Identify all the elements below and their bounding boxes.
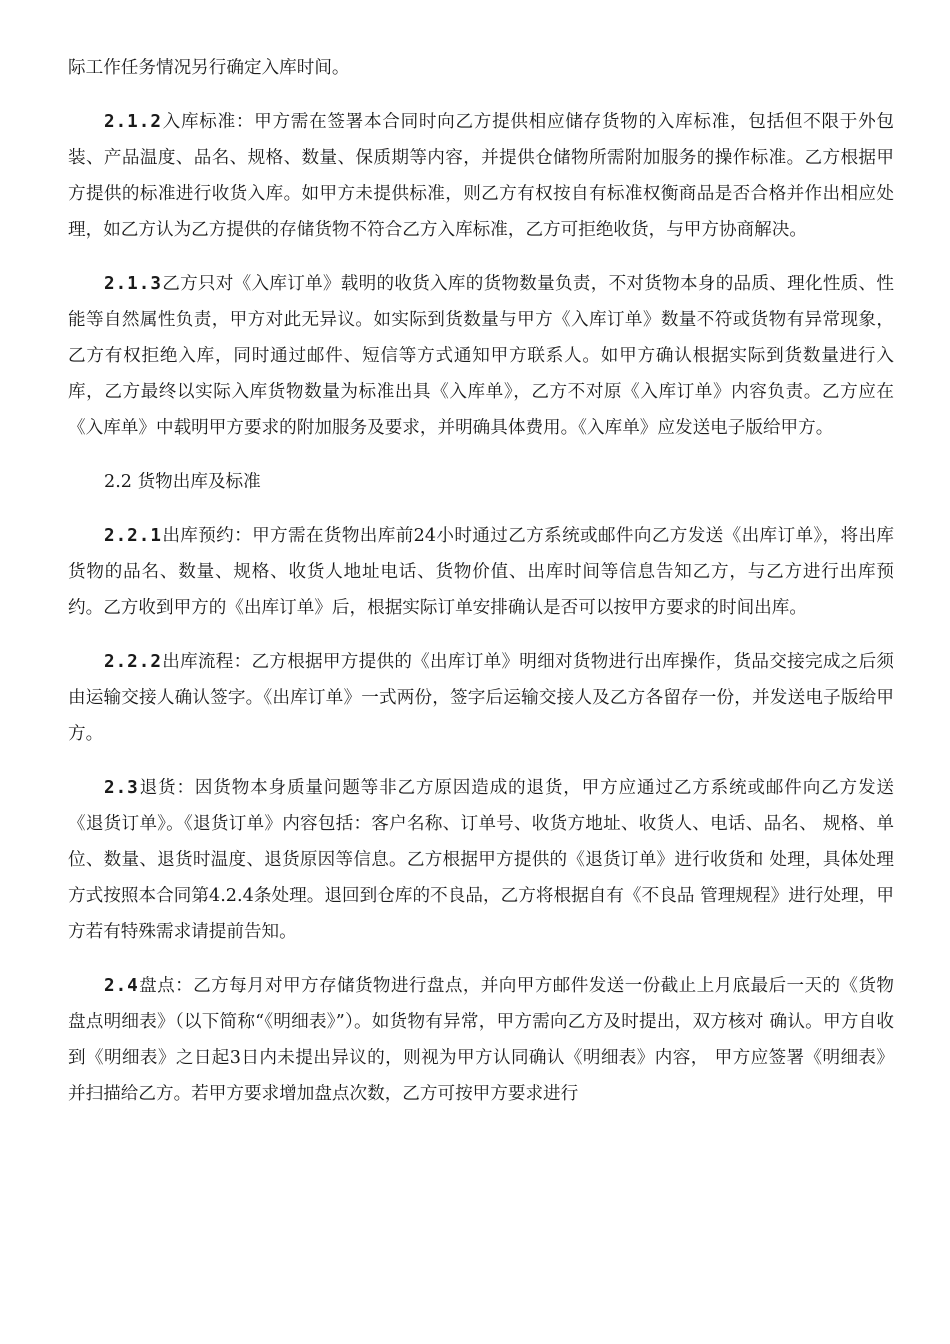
clause-2-3 [68,770,894,950]
clause-text: 盘点：乙方每月对甲方存储货物进行盘点，并向甲方邮件发送一份截止上月底最后一天的《货物盘点明细表》（以下简称“《明细表》”）。如货物有异常，甲方需向乙方及时提出，双方核对 确认。甲方自收到《明细表》之日起3日内未提出异议的，则视为甲方认同确认《明细表》内容， 甲方应签署《明细表》并扫描给乙方。若甲方要求增加盘点次数，乙方可按甲方要求进行 [68,976,894,1104]
clause-2-1-2 [68,104,894,248]
clause-number: 2.1.2 [104,112,162,132]
clause-number: 2.3 [104,778,139,798]
clause-text: 出库预约：甲方需在货物出库前24小时通过乙方系统或邮件向乙方发送《出库订单》，将出库货物的品名、数量、规格、收货人地址电话、货物价值、出库时间等信息告知乙方，与乙方进行出库预约。乙方收到甲方的《出库订单》后，根据实际订单安排确认是否可以按甲方要求的时间出库。 [68,526,894,618]
clause-number: 2.2.1 [104,526,162,546]
clause-text: 乙方只对《入库订单》载明的收货入库的货物数量负责，不对货物本身的品质、理化性质、性能等自然属性负责，甲方对此无异议。如实际到货数量与甲方《入库订单》数量不符或货物有异常现象，乙方有权拒绝入库，同时通过邮件、短信等方式通知甲方联系人。如甲方确认根据实际到货数量进行入库，乙方最终以实际入库货物数量为标准出具《入库单》，乙方不对原《入库订单》内容负责。乙方应在《入库单》中载明甲方要求的附加服务及要求，并明确具体费用。《入库单》应发送电子版给甲方。 [68,274,894,438]
clause-number: 2.2.2 [104,652,162,672]
clause-2-2-2 [68,644,894,752]
clause-2-4 [68,968,894,1112]
clause-2-2-1 [68,518,894,626]
clause-number: 2.1.3 [104,274,162,294]
paragraph-continuation [68,50,894,86]
clause-text: 退货：因货物本身质量问题等非乙方原因造成的退货，甲方应通过乙方系统或邮件向乙方发送《退货订单》。《退货订单》内容包括：客户名称、订单号、收货方地址、收货人、电话、品名、 规格、单位、数量、退货时温度、退货原因等信息。乙方根据甲方提供的《退货订单》进行收货和 处理，具体处理方式按照本合同第4.2.4条处理。退回到仓库的不良品，乙方将根据自有《不良品 管理规程》进行处理，甲方若有特殊需求请提前告知。 [68,778,894,942]
paragraph-text: 际工作任务情况另行确定入库时间。 [68,58,350,78]
section-heading-text: 2.2 货物出库及标准 [104,472,261,492]
document-page [68,50,894,1130]
clause-number: 2.4 [104,976,139,996]
clause-text: 入库标准：甲方需在签署本合同时向乙方提供相应储存货物的入库标准，包括但不限于外包装、产品温度、品名、规格、数量、保质期等内容，并提供仓储物所需附加服务的操作标准。乙方根据甲方提供的标准进行收货入库。如甲方未提供标准，则乙方有权按自有标准权衡商品是否合格并作出相应处理，如乙方认为乙方提供的存储货物不符合乙方入库标准，乙方可拒绝收货，与甲方协商解决。 [68,112,894,240]
section-heading-2-2 [68,464,894,500]
clause-2-1-3 [68,266,894,446]
clause-text: 出库流程：乙方根据甲方提供的《出库订单》明细对货物进行出库操作，货品交接完成之后须由运输交接人确认签字。《出库订单》一式两份，签字后运输交接人及乙方各留存一份，并发送电子版给甲方。 [68,652,894,744]
